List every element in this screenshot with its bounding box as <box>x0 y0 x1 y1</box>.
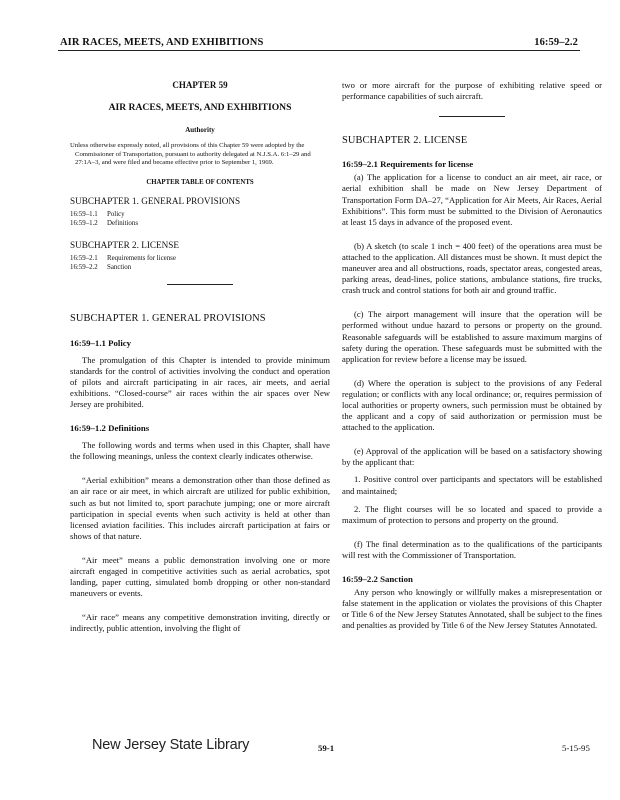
definition-air-race-continued: two or more aircraft for the purpose of exhibiting relative speed or performance capabilities of such aircraft. <box>342 80 602 102</box>
toc-entry-number: 16:59–1.2 <box>70 219 98 227</box>
section-divider-rule <box>167 284 233 285</box>
definition-aerial-exhibition: “Aerial exhibition” means a demonstration other than those defined as an air race or air meet, in which aircraft are utilized for public exhibition, such as but not limited to, sport parachute jumping; one or more aircraft participation in special events when such activity is held at other than licensed aviation facilities. This includes aircraft participation at fairs or shows of that nature. <box>70 475 330 541</box>
requirement-c: (c) The airport management will insure that the operation will be performed without undue hazard to persons or property on the ground. Reasonable safeguards will be established to assure maximum margins of safety during the operation. These safeguards must be submitted with the application for review before a license may be issued. <box>342 309 602 364</box>
authority-text: Unless otherwise expressly noted, all provisions of this Chapter 59 were adopted by the Commissioner of Transportation, pursuant to authority delegated at N.J.S.A. 6:1–29 and 27:1A–3, and were filed and became effective prior to September 1, 1969. <box>70 142 311 166</box>
toc-entry-number: 16:59–1.1 <box>70 211 98 219</box>
sanction-text: Any person who knowingly or willfully makes a misrepresentation or false statement in the application or violates the provisions of this Chapter or Title 6 of the New Jersey Statutes Annotated, shall be subject to the fines and penalties as provided by Title 6 of the New Jersey Statutes Annotated. <box>342 587 602 631</box>
toc-subchapter-2 <box>70 240 330 272</box>
subchapter-2-heading: SUBCHAPTER 2. LICENSE <box>342 135 468 147</box>
running-head-section: 16:59–2.2 <box>534 37 578 48</box>
page-number: 59-1 <box>318 743 335 753</box>
requirement-d: (d) Where the operation is subject to the provisions of any Federal regulation; or conflicts with any local ordinance; or, requires permission of local authorities or property owners, such permission must be obtained by the applicant and a copy of said authorization or permission must be attached to the application. <box>342 377 602 433</box>
section-divider-rule <box>439 116 505 117</box>
requirement-e-item-2: 2. The flight courses will be so located and spaced to provide a maximum of protection to persons and property on the ground. <box>342 503 602 525</box>
definition-air-race: “Air race” means any competitive demonstration inviting, directly or indirectly, public attention, involving the flight of <box>70 612 330 634</box>
toc-heading: CHAPTER TABLE OF CONTENTS <box>146 179 254 187</box>
definition-air-meet: “Air meet” means a public demonstration involving one or more aircraft engaged in competitive activities such as aerial acrobatics, spot landing, paper cutting, simulated bomb dropping or other non-standard maneuvers or events. <box>70 554 330 599</box>
requirement-b: (b) A sketch (to scale 1 inch = 400 feet) of the operations area must be attached to the application. All distances must be shown. It must depict the maneuver area and all obstructions, roads, spectator areas, congested areas, parking areas, dead-lines, police stations, ambulance stations, fire trucks, crash truck and control stations for both air and ground traffic. <box>342 240 602 296</box>
requirements-heading: 16:59–2.1 Requirements for license <box>342 159 474 170</box>
toc-subchapter-title: SUBCHAPTER 2. LICENSE <box>70 240 179 251</box>
chapter-title: AIR RACES, MEETS, AND EXHIBITIONS <box>108 102 292 114</box>
toc-entry-title: Requirements for license <box>107 255 176 263</box>
revision-date: 5-15-95 <box>562 743 590 753</box>
sanction-heading: 16:59–2.2 Sanction <box>342 574 413 584</box>
left-column <box>70 80 330 648</box>
subchapter-1-heading: SUBCHAPTER 1. GENERAL PROVISIONS <box>70 313 266 325</box>
toc-entry <box>70 255 330 264</box>
authority-heading: Authority <box>185 126 215 135</box>
toc-entry <box>70 264 330 273</box>
running-head <box>58 34 580 51</box>
definitions-heading: 16:59–1.2 Definitions <box>70 423 150 434</box>
toc-entry-title: Policy <box>107 211 125 219</box>
requirement-e-item-1: 1. Positive control over participants and spectators will be established and maintained; <box>342 474 602 496</box>
toc-entry-number: 16:59–2.2 <box>70 263 98 271</box>
requirement-a: (a) The application for a license to conduct an air meet, air race, or aerial exhibition shall be made on New Jersey Department of Transportation Form DA–27, “Application for Air Meets, Air Races, Aerial Exhibitions”. This form must be submitted to the Division of Aeronautics at least 15 days in advance of the proposed event. <box>342 172 602 227</box>
running-head-title: AIR RACES, MEETS, AND EXHIBITIONS <box>60 37 264 48</box>
requirement-f: (f) The final determination as to the qualifications of the participants will rest with the Commissioner of Transportation. <box>342 538 602 560</box>
library-stamp: New Jersey State Library <box>92 737 250 753</box>
chapter-label: CHAPTER 59 <box>172 80 228 90</box>
toc-entry <box>70 220 330 229</box>
toc-subchapter-1 <box>70 196 330 228</box>
toc-entry-title: Sanction <box>107 263 132 271</box>
toc-subchapter-title: SUBCHAPTER 1. GENERAL PROVISIONS <box>70 196 241 207</box>
definitions-intro: The following words and terms when used in this Chapter, shall have the following meanings, unless the context clearly indicates otherwise. <box>70 440 330 462</box>
toc-entry <box>70 211 330 220</box>
requirement-e: (e) Approval of the application will be based on a satisfactory showing by the applicant that: <box>342 446 602 468</box>
toc-entry-number: 16:59–2.1 <box>70 255 98 263</box>
policy-text: The promulgation of this Chapter is intended to provide minimum standards for the control of activities involving the conduct and operation of pilots and aircraft participating in air races, air meets, and aerial exhibitions. “Closed-course” air races within the air spaces over New Jersey are prohibited. <box>70 354 330 410</box>
toc-entry-title: Definitions <box>107 219 139 227</box>
policy-heading: 16:59–1.1 Policy <box>70 337 132 348</box>
right-column <box>342 80 602 644</box>
